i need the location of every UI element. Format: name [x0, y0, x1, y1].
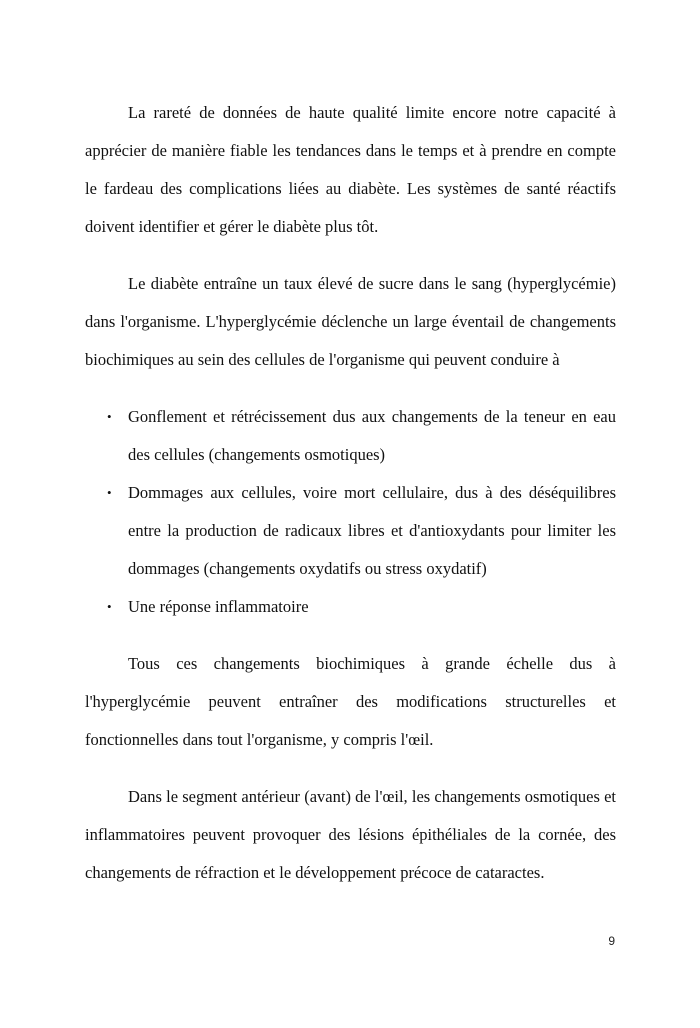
- list-item-text: Une réponse inflammatoire: [128, 597, 309, 616]
- page-number: 9: [608, 934, 615, 948]
- list-item-text: Gonflement et rétrécissement dus aux changements de la teneur en eau des cellules (changements osmotiques): [128, 407, 616, 464]
- bullet-icon: •: [107, 599, 112, 614]
- bullet-icon: •: [107, 409, 112, 424]
- document-page: [85, 94, 616, 911]
- paragraph-data-quality: La rareté de données de haute qualité limite encore notre capacité à apprécier de manière fiable les tendances dans le temps et à prendre en compte le fardeau des complications liées au diabète. Les systèmes de santé réactifs doivent identifier et gérer le diabète plus tôt.: [85, 103, 616, 236]
- bullet-list-changes: [85, 398, 616, 626]
- list-item-text: Dommages aux cellules, voire mort cellulaire, dus à des déséquilibres entre la production de radicaux libres et d'antioxydants pour limiter les dommages (changements oxydatifs ou stress oxydatif): [128, 483, 616, 578]
- paragraph-hyperglycemia: Le diabète entraîne un taux élevé de sucre dans le sang (hyperglycémie) dans l'organisme. L'hyperglycémie déclenche un large éventail de changements biochimiques au sein des cellules de l'organisme qui peuvent conduire à: [85, 274, 616, 369]
- list-item: [85, 474, 616, 588]
- list-item: [85, 588, 616, 626]
- paragraph-anterior-segment: Dans le segment antérieur (avant) de l'œil, les changements osmotiques et inflammatoires peuvent provoquer des lésions épithéliales de la cornée, des changements de réfraction et le développement précoce de cataractes.: [85, 787, 616, 882]
- bullet-icon: •: [107, 485, 112, 500]
- list-item: [85, 398, 616, 474]
- paragraph-structural-changes: Tous ces changements biochimiques à grande échelle dus à l'hyperglycémie peuvent entraîner des modifications structurelles et fonctionnelles dans tout l'organisme, y compris l'œil.: [85, 654, 616, 749]
